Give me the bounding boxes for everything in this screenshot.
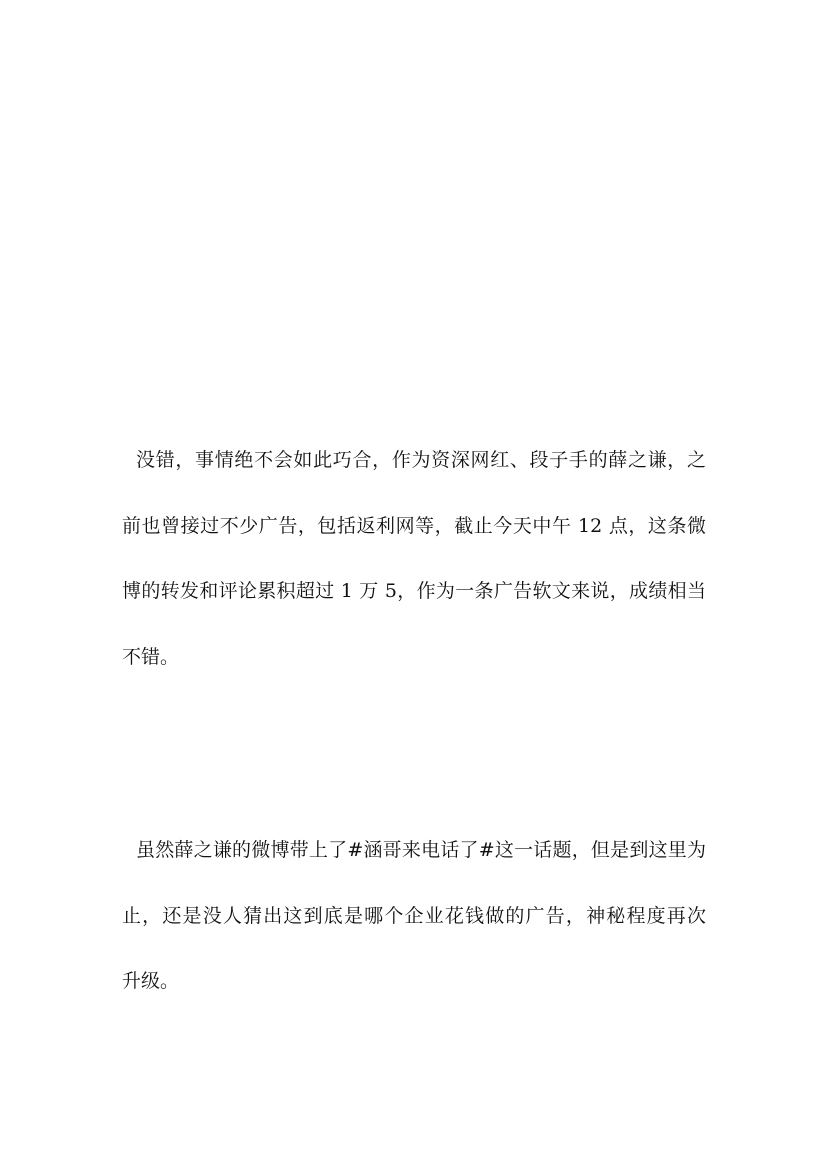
paragraph-line: 没错，事情绝不会如此巧合，作为资深网红、段子手的薛之谦，之 (136, 449, 706, 471)
paragraph-line: 虽然薛之谦的微博带上了#涵哥来电话了#这一话题，但是到这里为 (136, 839, 706, 861)
paragraph-line: 前也曾接过不少广告，包括返利网等，截止今天中午 12 点，这条微 (122, 515, 706, 537)
paragraph-line: 止，还是没人猜出这到底是哪个企业花钱做的广告，神秘程度再次 (122, 905, 706, 927)
paragraph-line: 博的转发和评论累积超过 1 万 5，作为一条广告软文来说，成绩相当 (122, 580, 706, 602)
paragraph-line: 不错。 (122, 646, 180, 668)
paragraph-line: 升级。 (122, 970, 180, 992)
